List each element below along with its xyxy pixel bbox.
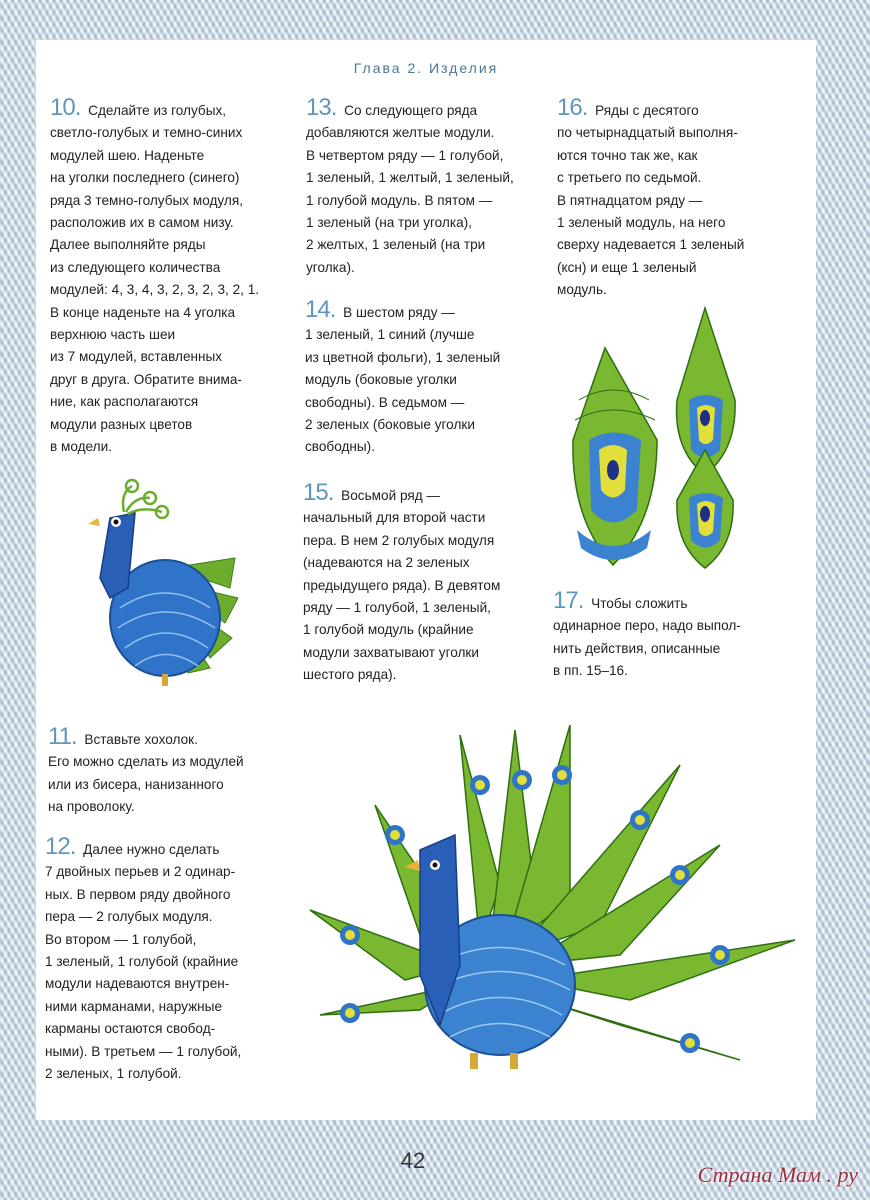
step-16-line: Ряды с десятого	[595, 103, 699, 118]
step-12-line: 7 двойных перьев и 2 одинар-	[45, 864, 236, 880]
step-14-line: 1 зеленый, 1 синий (лучше	[305, 327, 475, 343]
step-12-line: пера — 2 голубых модуля.	[45, 909, 213, 925]
step-16-number: 16.	[557, 94, 588, 121]
step-17-line: одинарное перо, надо выпол-	[553, 618, 741, 634]
step-10-line: модулей: 4, 3, 4, 3, 2, 3, 2, 3, 2, 1.	[50, 282, 260, 298]
step-15-line: начальный для второй части	[303, 510, 486, 526]
step-11-line: Вставьте хохолок.	[84, 732, 198, 747]
step-10	[50, 94, 290, 459]
step-16-line: ются точно так же, как	[557, 147, 698, 163]
step-16-line: модуль.	[557, 282, 607, 298]
step-10-line: верхнюю часть шеи	[50, 327, 176, 343]
step-10-line: светло-голубых и темно-синих	[50, 125, 243, 141]
step-10-number: 10.	[50, 94, 81, 121]
step-12-line: модули надеваются внутрен-	[45, 976, 230, 992]
step-15-number: 15.	[303, 479, 334, 506]
step-10-line: друг в друга. Обратите внима-	[50, 371, 242, 387]
step-10-line: ряда 3 темно-голубых модуля,	[50, 192, 243, 208]
step-16	[557, 94, 797, 302]
step-15-line: модули захватывают уголки	[303, 644, 479, 660]
step-12-number: 12.	[45, 833, 76, 860]
step-15-line: шестого ряда).	[303, 667, 397, 683]
step-17-number: 17.	[553, 587, 584, 614]
step-14-line: свободны).	[305, 439, 375, 455]
step-16-line: 1 зеленый модуль, на него	[557, 215, 726, 231]
step-13-line: 1 зеленый, 1 желтый, 1 зеленый,	[306, 170, 514, 186]
step-13-line: 2 желтых, 1 зеленый (на три	[306, 237, 486, 253]
step-14-line: В шестом ряду —	[343, 305, 455, 320]
step-14-line: свободны). В седьмом —	[305, 394, 465, 410]
step-12	[45, 833, 285, 1085]
feather-photos	[565, 300, 750, 575]
step-11-number: 11.	[48, 723, 77, 750]
step-10-line: в модели.	[50, 439, 112, 455]
step-16-line: по четырнадцатый выполня-	[557, 125, 738, 141]
step-15-line: (надеваются на 2 зеленых	[303, 555, 470, 571]
step-10-line: расположив их в самом низу.	[50, 215, 234, 231]
step-10-line: Далее выполняйте ряды	[50, 237, 206, 253]
step-13-line: Со следующего ряда	[344, 103, 478, 118]
step-10-line: модули разных цветов	[50, 416, 193, 432]
step-13-line: В четвертом ряду — 1 голубой,	[306, 147, 504, 163]
step-10-line: модулей шею. Наденьте	[50, 147, 205, 163]
step-12-line: ными). В третьем — 1 голубой,	[45, 1043, 242, 1059]
step-15-line: ряду — 1 голубой, 1 зеленый,	[303, 600, 491, 616]
step-14	[305, 296, 545, 459]
step-14-line: 2 зеленых (боковые уголки	[305, 417, 475, 433]
step-15-line: предыдущего ряда). В девятом	[303, 577, 501, 593]
step-17	[553, 587, 793, 683]
step-13-line: добавляются желтые модули.	[306, 125, 495, 141]
step-12-line: Далее нужно сделать	[83, 842, 220, 857]
step-13-number: 13.	[306, 94, 337, 121]
step-17-line: Чтобы сложить	[591, 596, 688, 611]
step-10-line: на уголки последнего (синего)	[50, 170, 240, 186]
page-number: 42	[400, 1148, 426, 1173]
step-10-line: из следующего количества	[50, 259, 221, 275]
step-16-line: (ксн) и еще 1 зеленый	[557, 259, 697, 275]
step-11-line: Его можно сделать из модулей	[48, 754, 244, 770]
step-12-line: 1 зеленый, 1 голубой (крайние	[45, 954, 239, 970]
step-10-line: В конце наденьте на 4 уголка	[50, 304, 236, 320]
step-16-line: В пятнадцатом ряду —	[557, 192, 703, 208]
step-12-line: 2 зеленых, 1 голубой.	[45, 1066, 182, 1082]
step-12-line: ними карманами, наружные	[45, 998, 223, 1014]
step-14-line: модуль (боковые уголки	[305, 372, 457, 388]
step-16-line: с третьего по седьмой.	[557, 170, 702, 186]
step-17-line: нить действия, описанные	[553, 640, 721, 656]
small-peacock-photo	[80, 478, 240, 693]
step-12-line: ных. В первом ряду двойного	[45, 886, 231, 902]
step-14-number: 14.	[305, 296, 336, 323]
step-13	[306, 94, 546, 279]
step-12-line: карманы остаются свобод-	[45, 1021, 216, 1037]
step-11-line: на проволоку.	[48, 799, 135, 815]
step-15-line: Восьмой ряд —	[341, 488, 441, 503]
step-11	[48, 723, 288, 819]
large-peacock-photo	[300, 725, 800, 1085]
step-15	[303, 479, 543, 687]
step-14-line: из цветной фольги), 1 зеленый	[305, 349, 501, 365]
step-10-line: из 7 модулей, вставленных	[50, 349, 223, 365]
step-10-line: Сделайте из голубых,	[88, 103, 227, 118]
step-11-line: или из бисера, нанизанного	[48, 776, 224, 792]
watermark: Страна Мам . ру	[697, 1162, 858, 1187]
step-16-line: сверху надевается 1 зеленый	[557, 237, 745, 253]
step-10-line: ние, как располагаются	[50, 394, 199, 410]
step-15-line: 1 голубой модуль (крайние	[303, 622, 474, 638]
step-17-line: в пп. 15–16.	[553, 663, 628, 679]
step-15-line: пера. В нем 2 голубых модуля	[303, 532, 495, 548]
step-13-line: 1 зеленый (на три уголка),	[306, 215, 472, 231]
chapter-header: Глава 2. Изделия	[353, 60, 499, 76]
step-13-line: 1 голубой модуль. В пятом —	[306, 192, 493, 208]
step-13-line: уголка).	[306, 259, 355, 275]
step-12-line: Во втором — 1 голубой,	[45, 931, 197, 947]
